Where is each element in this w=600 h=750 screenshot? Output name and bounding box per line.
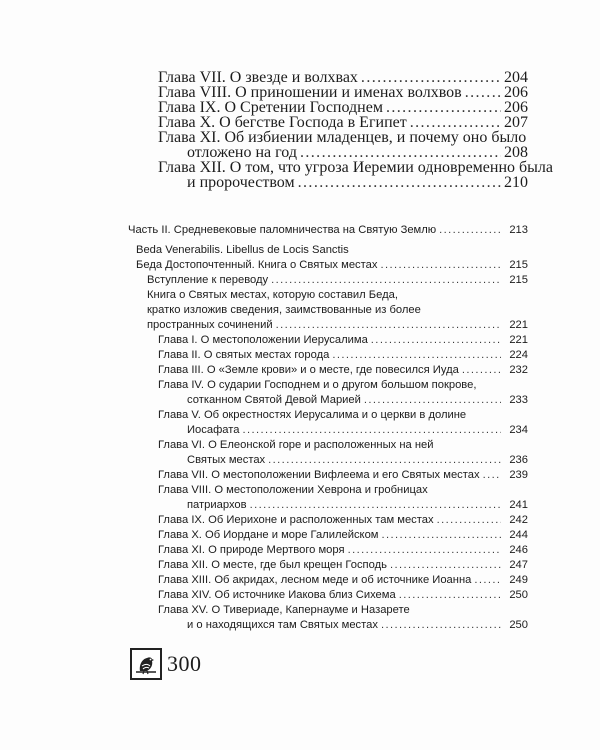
toc-line: [158, 379, 528, 391]
toc-line: [158, 604, 528, 616]
toc-entry-continuation: Иосафата: [187, 424, 240, 436]
toc-entry-continuation: патриархов: [187, 499, 247, 511]
toc-entry-title: Глава V. Об окрестностях Иерусалима и о церкви в долине: [158, 409, 467, 421]
leader-dots: [250, 499, 501, 511]
leader-dots: [462, 364, 501, 376]
toc-entry-title: Глава XIV. Об источнике Иакова близ Сихема: [158, 589, 396, 601]
leader-dots: [437, 514, 501, 526]
toc-entry-title: Глава VIII. О приношении и именах волхвов: [158, 84, 462, 101]
toc-page-number: 207: [504, 114, 528, 131]
toc-entry-title: Глава XIII. Об акридах, лесном меде и об источнике Иоанна: [158, 574, 472, 586]
book-intro-line: кратко изложив сведения, заимствованные из более: [147, 304, 421, 316]
toc-line: [187, 499, 528, 511]
toc-page-number: 242: [509, 514, 528, 526]
toc-page-number: 246: [509, 544, 528, 556]
book-intro-continuation: пространных сочинений: [147, 319, 273, 331]
toc-line: [187, 454, 528, 466]
toc-entry-title: Глава VI. О Елеонской горе и расположенных на ней: [158, 439, 434, 451]
book-title: Беда Достопочтенный. Книга о Святых местах: [136, 259, 378, 271]
toc-entry-continuation: отложено на год: [187, 144, 297, 161]
book-intro-line: Книга о Святых местах, которую составил Беда,: [147, 289, 398, 301]
toc-line: [187, 174, 528, 192]
bird-emblem-icon: [130, 648, 162, 680]
toc-line: [158, 544, 528, 556]
toc-entry-title: Глава X. О бегстве Господа в Египет: [158, 114, 407, 131]
latin-title: Beda Venerabilis. Libellus de Locis Sanctis: [136, 244, 349, 256]
toc-entry-title: Глава XII. О месте, где был крещен Господь: [158, 559, 387, 571]
leader-dots: [439, 224, 501, 236]
toc-line: [158, 484, 528, 496]
toc-entry-title: Глава VII. О местоположении Вифлеема и его Святых местах: [158, 469, 480, 481]
leader-dots: [371, 334, 501, 346]
toc-page-number: 234: [509, 424, 528, 436]
toc-entry-title: Глава VII. О звезде и волхвах: [158, 69, 358, 86]
leader-dots: [332, 349, 501, 361]
toc-page-number: 208: [504, 144, 528, 161]
toc-entry-title: Глава XI. О природе Мертвого моря: [158, 544, 345, 556]
leader-dots: [380, 259, 501, 271]
toc-page-number: 241: [509, 499, 528, 511]
toc-line: [158, 574, 528, 586]
leader-dots: [474, 574, 501, 586]
page-number: 300: [167, 651, 202, 676]
toc-entry-continuation: Святых местах: [187, 454, 266, 466]
leader-dots: [276, 319, 501, 331]
toc-part-heading: [128, 224, 528, 236]
toc-line: [158, 409, 528, 421]
toc-line: [158, 439, 528, 451]
toc-page-number: 239: [509, 469, 528, 481]
toc-line: [158, 364, 528, 376]
leader-dots: [390, 559, 501, 571]
toc-line: [147, 319, 528, 331]
toc-page-number: 232: [509, 364, 528, 376]
toc-page-number: 215: [509, 259, 528, 271]
toc-line: [147, 304, 528, 316]
toc-line: [147, 274, 528, 286]
toc-page-number: 206: [504, 99, 528, 116]
toc-line: [187, 394, 528, 406]
leader-dots: [348, 544, 501, 556]
leader-dots: [242, 424, 501, 436]
leader-dots: [364, 394, 501, 406]
toc-entry-title: Глава X. Об Иордане и море Галилейском: [158, 529, 379, 541]
toc-page-number: 206: [504, 84, 528, 101]
toc-entry-title: Глава II. О святых местах города: [158, 349, 330, 361]
leader-dots: [382, 529, 502, 541]
toc-line: [158, 469, 528, 481]
leader-dots: [381, 619, 501, 631]
toc-line: [158, 334, 528, 346]
leader-dots: [483, 469, 501, 481]
toc-entry-title: Глава XV. О Тивериаде, Капернауме и Назарете: [158, 604, 410, 616]
toc-line: [136, 259, 528, 271]
toc-page-number: 250: [509, 619, 528, 631]
toc-line: [158, 529, 528, 541]
toc-page-number: 233: [509, 394, 528, 406]
toc-line: [187, 424, 528, 436]
toc-line: [158, 349, 528, 361]
toc-page-number: 250: [509, 589, 528, 601]
leader-dots: [268, 454, 501, 466]
toc-page-number: 221: [509, 334, 528, 346]
toc-page-number: 215: [509, 274, 528, 286]
toc-entry-title: Глава IX. О Сретении Господнем: [158, 99, 383, 116]
toc-entry-title: Глава VIII. О местоположении Хеврона и гробницах: [158, 484, 428, 496]
leader-dots: [298, 174, 501, 192]
toc-entry-title: Глава IV. О сударии Господнем и о другом большом покрове,: [158, 379, 477, 391]
toc-line: [158, 559, 528, 571]
toc-page-number: 247: [509, 559, 528, 571]
toc-page-number: 213: [509, 224, 528, 236]
toc-page-number: 210: [504, 174, 528, 191]
toc-entry-continuation: сотканном Святой Девой Марией: [187, 394, 361, 406]
toc-entry-title: Глава XII. О том, что угроза Иеремии одновременно была: [158, 159, 553, 176]
toc-page-number: 204: [504, 69, 528, 86]
leader-dots: [399, 589, 501, 601]
leader-dots: [271, 274, 501, 286]
toc-entry-continuation: и пророчеством: [187, 174, 295, 191]
toc-entry-title: Глава XI. Об избиении младенцев, и почему оно было: [158, 129, 527, 146]
toc-page-number: 244: [509, 529, 528, 541]
toc-entry-title: Глава IX. Об Иерихоне и расположенных там местах: [158, 514, 434, 526]
toc-line: [187, 619, 528, 631]
toc-line: [158, 514, 528, 526]
toc-page-number: 249: [509, 574, 528, 586]
toc-page-number: 221: [509, 319, 528, 331]
toc-entry-title: Глава III. О «Земле крови» и о месте, где повесился Иуда: [158, 364, 459, 376]
toc-line: [136, 244, 528, 256]
intro-title: Вступление к переводу: [147, 274, 269, 286]
toc-entry-continuation: и о находящихся там Святых местах: [187, 619, 378, 631]
toc-entry-title: Глава I. О местоположении Иерусалима: [158, 334, 368, 346]
toc-line: [158, 589, 528, 601]
toc-page-number: 224: [509, 349, 528, 361]
page-footer: [130, 648, 202, 680]
part-title: Часть II. Средневековые паломничества на Святую Землю: [128, 224, 437, 236]
toc-line: [147, 289, 528, 301]
toc-page-number: 236: [509, 454, 528, 466]
